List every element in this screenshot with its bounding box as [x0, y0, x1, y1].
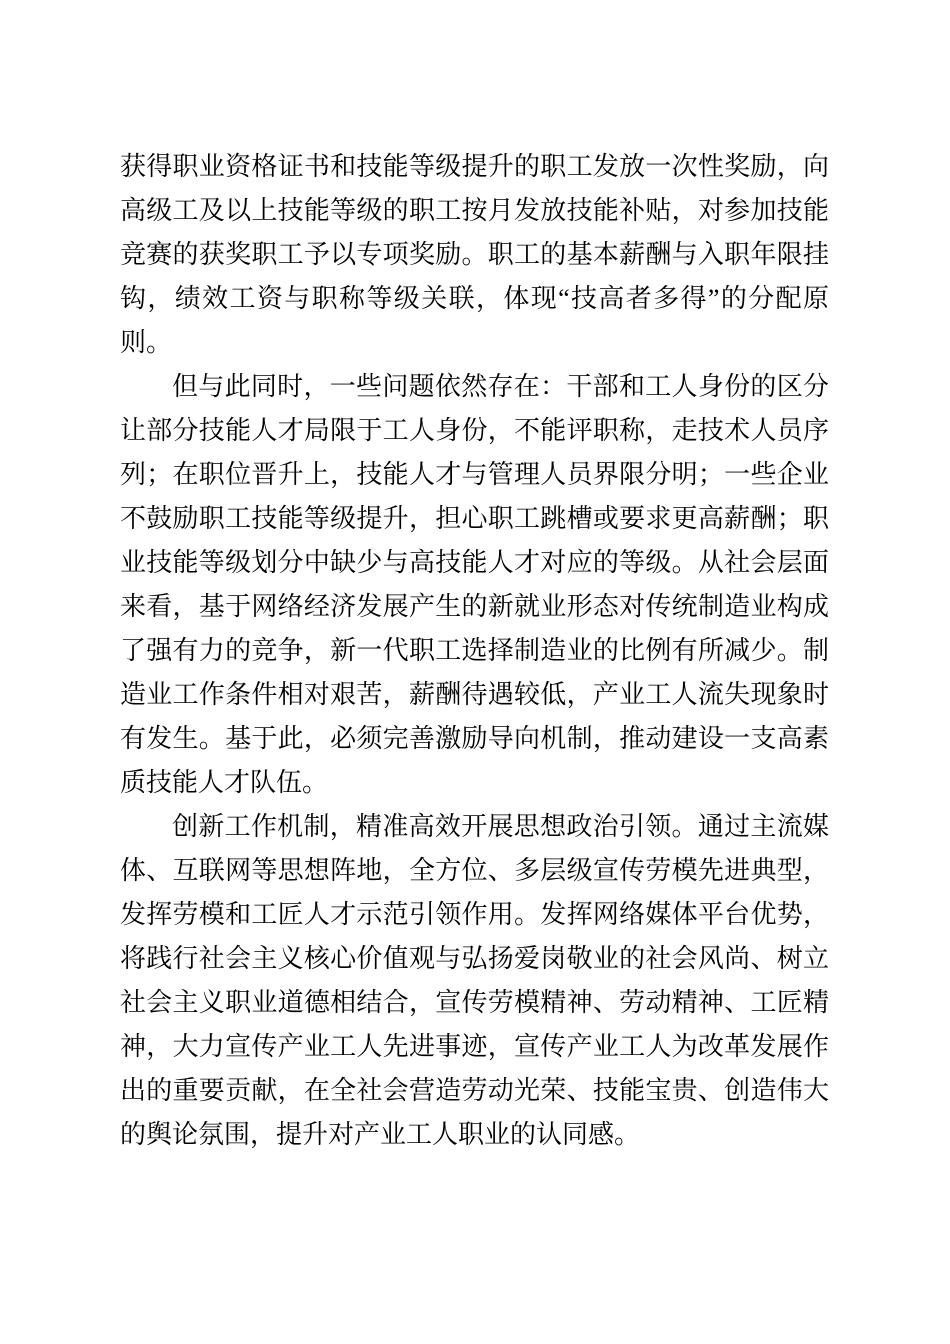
document-body: [120, 145, 829, 1157]
paragraph-innovation: 创新工作机制，精准高效开展思想政治引领。通过主流媒体、互联网等思想阵地，全方位、多层级宣传劳模先进典型，发挥劳模和工匠人才示范引领作用。发挥网络媒体平台优势，将践行社会主义核心价值观与弘扬爱岗敬业的社会风尚、树立社会主义职业道德相结合，宣传劳模精神、劳动精神、工匠精神，大力宣传产业工人先进事迹，宣传产业工人为改革发展作出的重要贡献，在全社会营造劳动光荣、技能宝贵、创造伟大的舆论氛围，提升对产业工人职业的认同感。: [120, 812, 829, 1149]
paragraph-incentive-continued: 获得职业资格证书和技能等级提升的职工发放一次性奖励，向高级工及以上技能等级的职工按月发放技能补贴，对参加技能竞赛的获奖职工予以专项奖励。职工的基本薪酬与入职年限挂钩，绩效工资与职称等级关联，体现“技高者多得”的分配原则。: [120, 152, 829, 357]
paragraph-problems: 但与此同时，一些问题依然存在：干部和工人身份的区分让部分技能人才局限于工人身份，不能评职称，走技术人员序列；在职位晋升上，技能人才与管理人员界限分明；一些企业不鼓励职工技能等级提升，担心职工跳槽或要求更高薪酬；职业技能等级划分中缺少与高技能人才对应的等级。从社会层面来看，基于网络经济发展产生的新就业形态对传统制造业构成了强有力的竞争，新一代职工选择制造业的比例有所减少。制造业工作条件相对艰苦，薪酬待遇较低，产业工人流失现象时有发生。基于此，必须完善激励导向机制，推动建设一支高素质技能人才队伍。: [120, 372, 829, 797]
